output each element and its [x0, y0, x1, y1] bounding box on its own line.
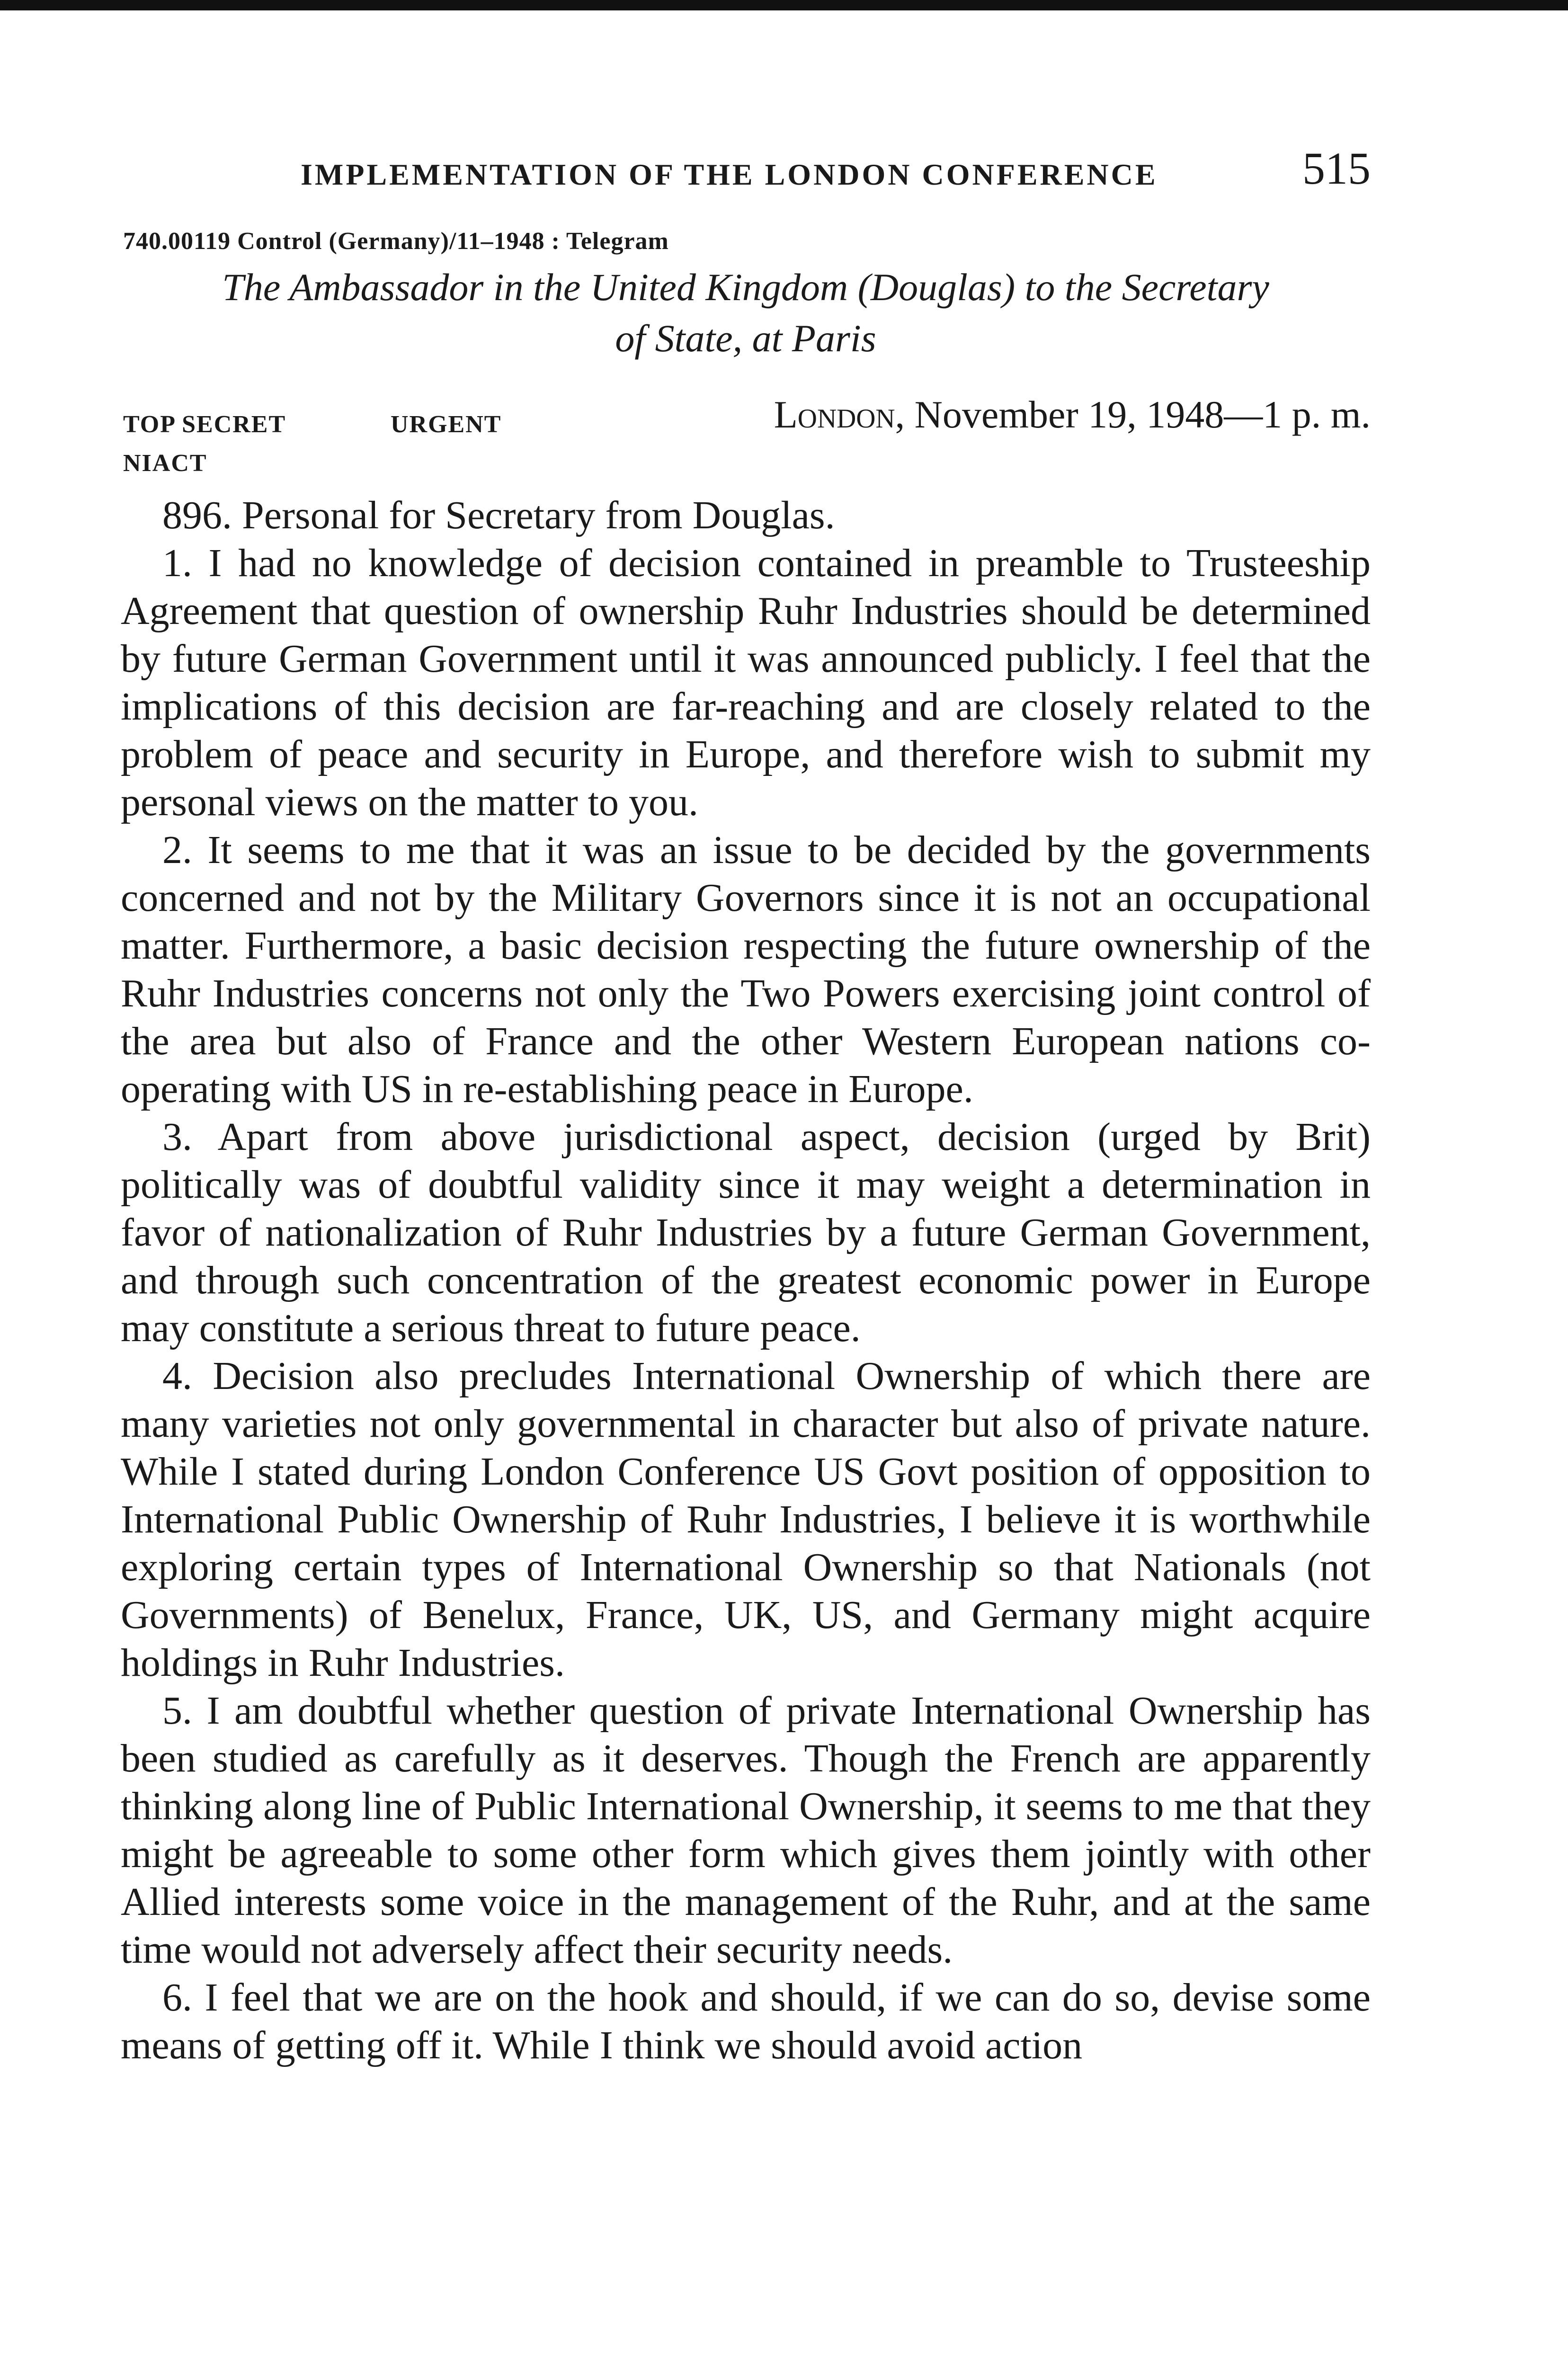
page-top-edge	[0, 0, 1568, 10]
telegram-body	[121, 491, 1371, 2069]
classification-urgent: URGENT	[391, 411, 502, 438]
running-title: IMPLEMENTATION OF THE LONDON CONFERENCE	[301, 158, 1158, 191]
document-title-line-1: The Ambassador in the United Kingdom (Douglas) to the Secretary	[222, 266, 1269, 309]
file-reference: 740.00119 Control (Germany)/11–1948 : Telegram	[123, 228, 669, 255]
page-number: 515	[1302, 143, 1371, 194]
running-head	[121, 142, 1371, 208]
paragraph-5: 5. I am doubtful whether question of private International Ownership has been studied as carefully as it deserves. Though the French are apparently thinking along line of Public International Ownership, it seems to me that they might be agreeable to some other form which gives them jointly with other Allied interests some voice in the management of the Ruhr, and at the same time would not adversely affect their security needs.	[121, 1689, 1371, 1972]
document-page	[121, 142, 1371, 2069]
dateline-place: London	[774, 393, 895, 436]
classification-niact: NIACT	[123, 450, 207, 477]
paragraph-message-number: 896. Personal for Secretary from Douglas.	[162, 493, 835, 537]
paragraph-4: 4. Decision also precludes International Ownership of which there are many varieties not only governmental in character but also of private nature. While I stated during London Conference US Govt position of opposition to International Public Ownership of Ruhr Industries, I believe it is worthwhile exploring certain types of International Ownership so that Nationals (not Governments) of Benelux, France, UK, US, and Germany might acquire holdings in Ruhr Industries.	[121, 1354, 1371, 1685]
paragraph-2: 2. It seems to me that it was an issue to be decided by the governments concerned and not by the Military Governors since it is not an occupational matter. Furthermore, a basic decision respecting the future ownership of the Ruhr Industries concerns not only the Two Powers exercising joint control of the area but also of France and the other Western European nations co-operating with US in re-establishing peace in Europe.	[121, 828, 1371, 1111]
dateline	[774, 392, 1371, 437]
document-title	[121, 262, 1371, 364]
classification-top-secret: TOP SECRET	[123, 411, 286, 438]
paragraph-6: 6. I feel that we are on the hook and should, if we can do so, devise some means of getting off it. While I think we should avoid action	[121, 1975, 1371, 2067]
paragraph-1: 1. I had no knowledge of decision contained in preamble to Trusteeship Agreement that question of ownership Ruhr Industries should be determined by future German Government until it was announced publicly. I feel that the implications of this decision are far-reaching and are closely related to the problem of peace and security in Europe, and therefore wish to submit my personal views on the matter to you.	[121, 541, 1371, 824]
classification-row	[121, 392, 1371, 454]
document-title-line-2: of State, at Paris	[615, 317, 876, 360]
paragraph-3: 3. Apart from above jurisdictional aspect, decision (urged by Brit) politically was of doubtful validity since it may weight a determination in favor of nationalization of Ruhr Industries by a future German Government, and through such concentration of the greatest economic power in Europe may constitute a serious threat to future peace.	[121, 1115, 1371, 1350]
dateline-date: , November 19, 1948—1 p. m.	[895, 393, 1371, 436]
